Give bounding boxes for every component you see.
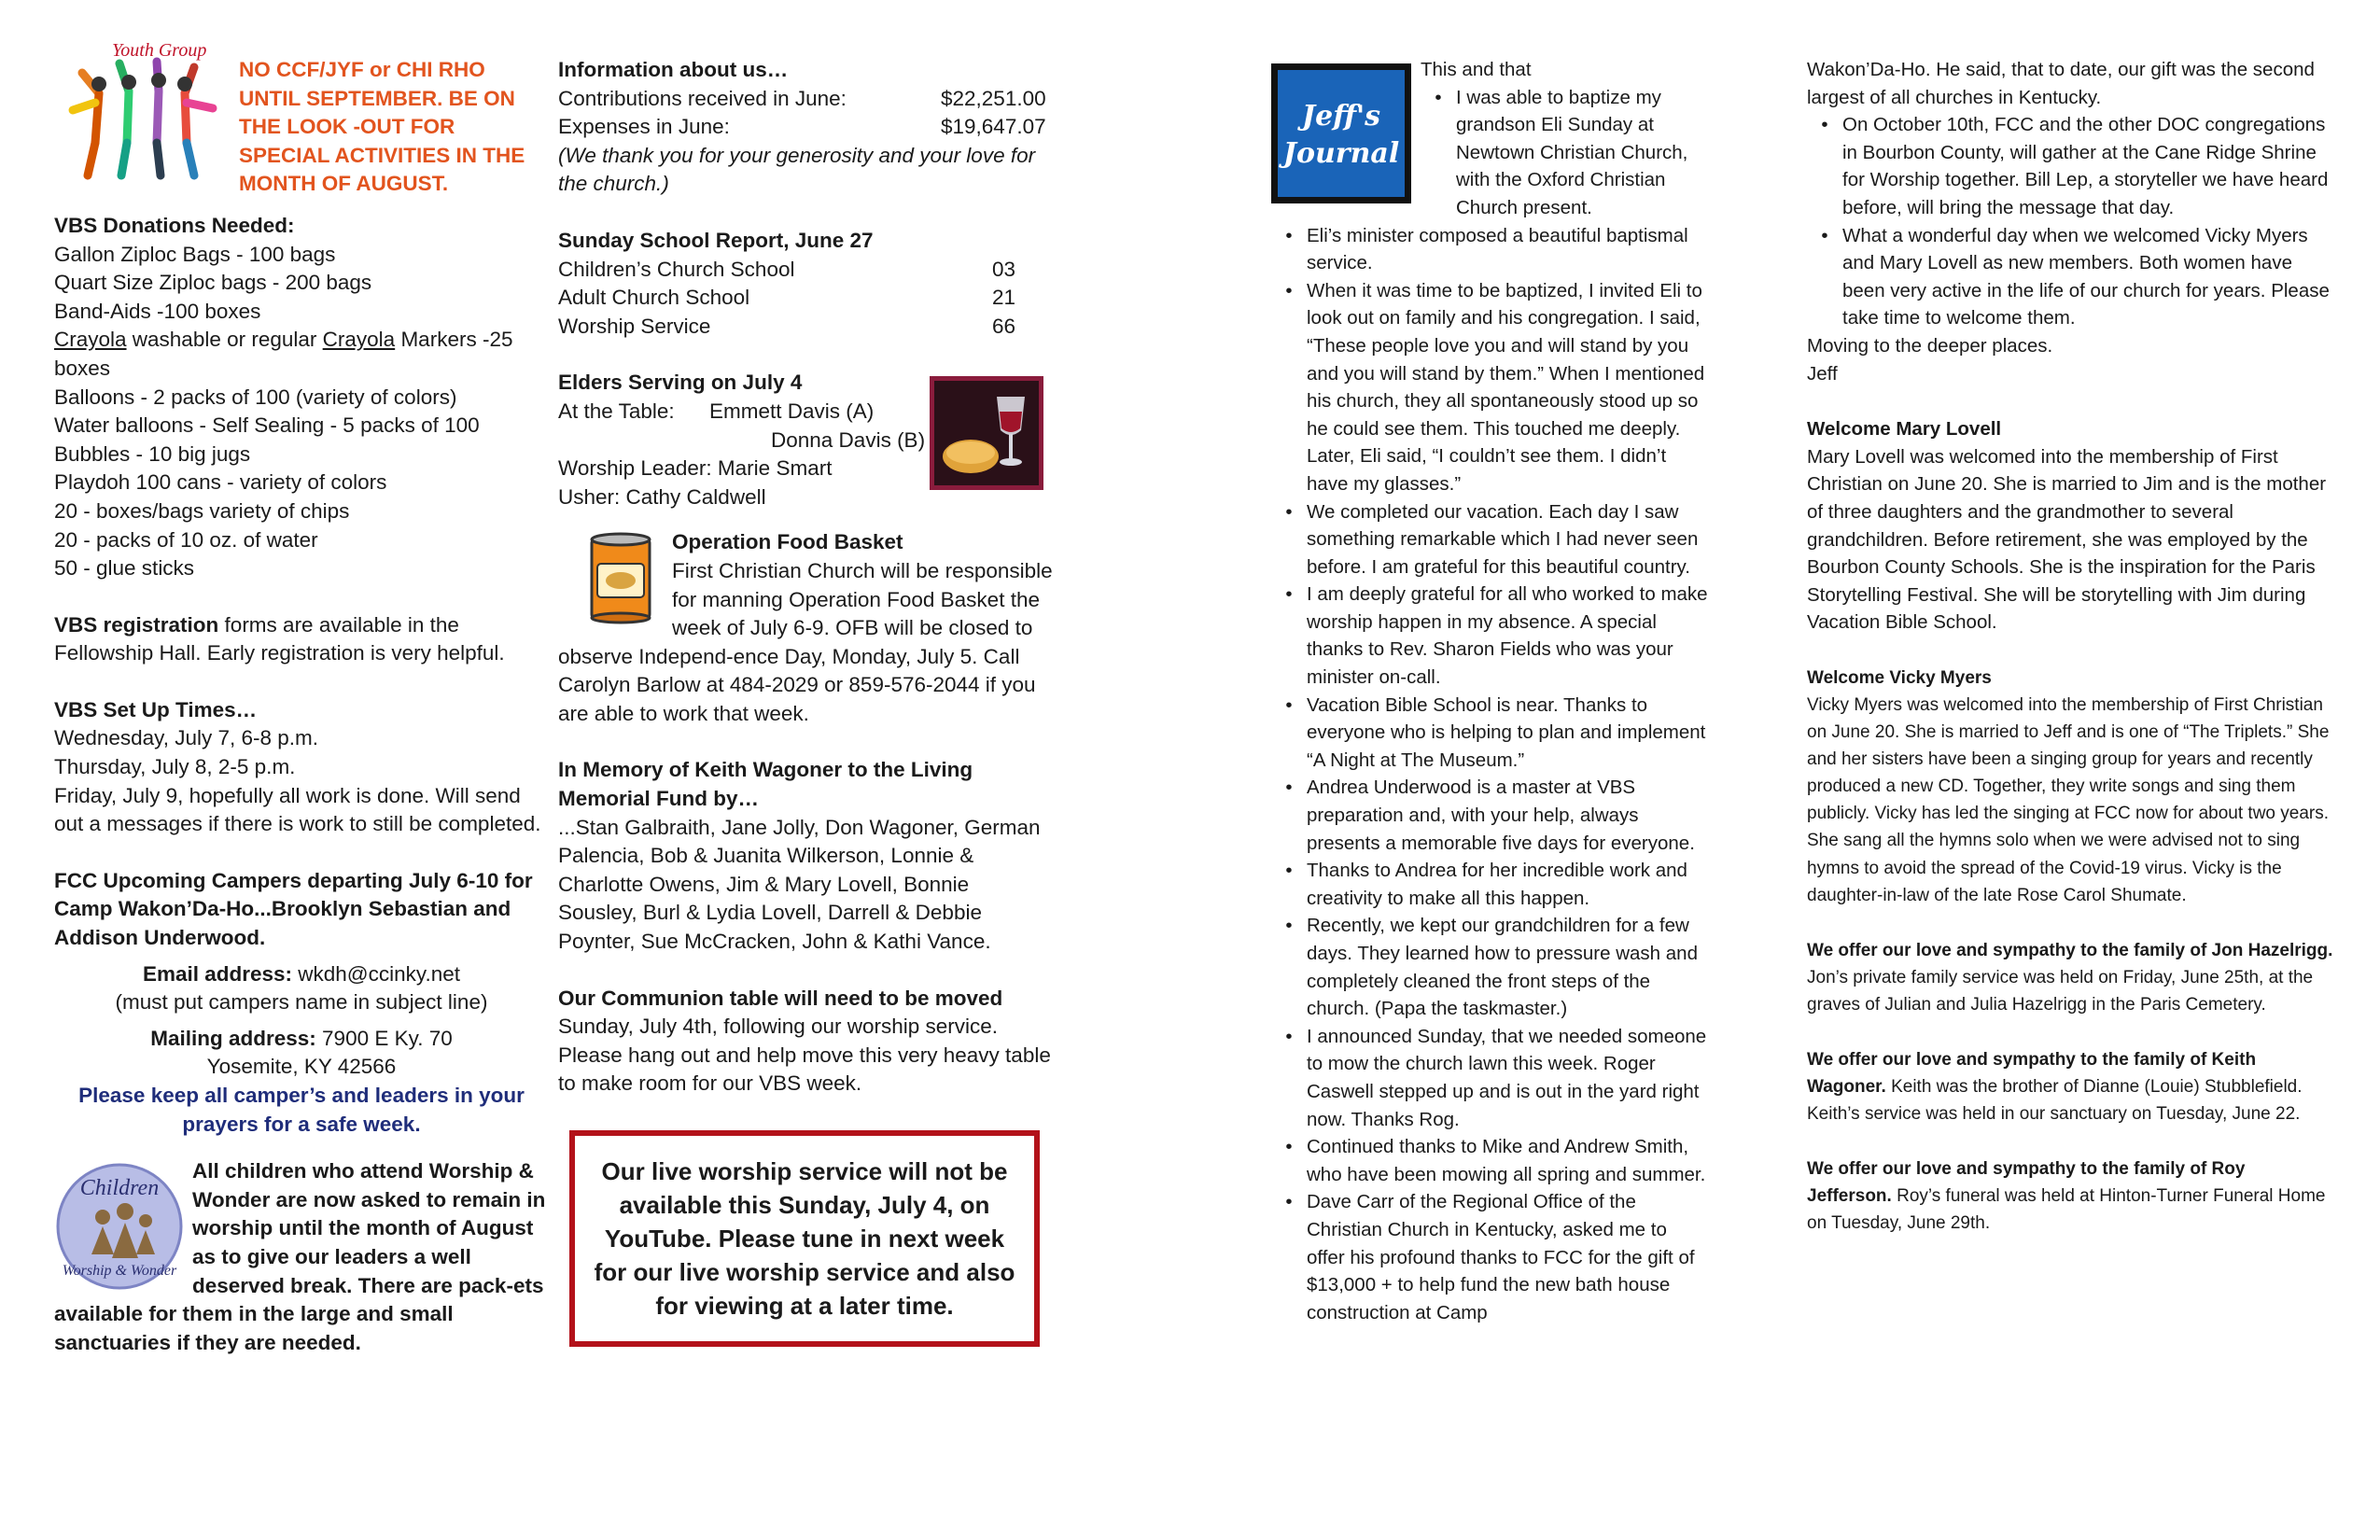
elders-row: [558, 427, 930, 455]
ss-value: 66: [991, 314, 1015, 338]
vbs-item: Balloons - 2 packs of 100 (variety of colors): [54, 385, 457, 409]
sympathy-2: [1807, 1046, 2334, 1127]
vbs-item: Water balloons - Self Sealing - 5 packs of 100: [54, 413, 480, 438]
sunday-school-row: [558, 256, 1053, 285]
usher: Usher: Cathy Caldwell: [558, 484, 766, 509]
journal-bullet: • When it was time to be baptized, I invited Eli to look out on family and his congregation. I said, “These people love you and will stand by you and you will stand by them.” When I mentioned his church, they all spontaneously stood up so he could see them. This touched me deeply. Later, Eli said, “I couldn’t see them. I didn’t have my glasses.”: [1285, 279, 1705, 495]
journal-bullet: • I was able to baptize my grandson Eli Sunday at Newtown Christian Church, with the Oxford Christian Church present.: [1435, 86, 1688, 218]
vbs-item-crayola: [54, 326, 549, 383]
youth-group-people-icon: [54, 35, 231, 185]
setup-line: Thursday, July 8, 2-5 p.m.: [54, 755, 296, 779]
journal-intro: This and that: [1421, 59, 1532, 80]
email-address: [54, 960, 549, 989]
worship-wonder-logo-bottom: Worship & Wonder: [62, 1263, 177, 1280]
contributions-value: $22,251.00: [941, 86, 1046, 110]
memory-text: ...Stan Galbraith, Jane Jolly, Don Wagoner, German Palencia, Bob & Juanita Wilkerson, Lonnie & Charlotte Owens, Jim & Mary Lovell, Bonnie Sousley, Burl & Lydia Lovell, Darrell & Debbie Poynter, Sue McCracken, John & Kathi Vance.: [558, 815, 1041, 954]
food-can-image: [588, 532, 653, 625]
vicky-heading: Welcome Vicky Myers: [1807, 667, 1992, 688]
contributions-label: Contributions received in June:: [558, 86, 847, 110]
sympathy-3-text: Roy’s funeral was held at Hinton-Turner Funeral Home on Tuesday, June 29th.: [1807, 1186, 2326, 1234]
ss-label: Children’s Church School: [558, 257, 795, 281]
email-value: wkdh@ccinky.net: [292, 961, 461, 986]
table-label: At the Table:: [558, 399, 675, 423]
thanks-note: (We thank you for your generosity and your love for the church.): [558, 143, 1036, 196]
sympathy-3-bold: We offer our love and sympathy to the family of Roy Jefferson.: [1807, 1159, 2246, 1207]
worship-leader: Worship Leader: Marie Smart: [558, 456, 833, 481]
vbs-item: Bubbles - 10 big jugs: [54, 441, 251, 466]
ofb-text: First Christian Church will be responsible for manning Operation Food Basket the week of July 6-9. OFB will be closed to observe Independ-ence Day, Monday, July 5. Call Carolyn Barlow at 484-2029 or 859-576-2044 if you are able to work that week.: [558, 558, 1053, 725]
sunday-school-row: [558, 313, 1053, 342]
ofb-heading: Operation Food Basket: [672, 530, 903, 554]
column-1: [54, 40, 549, 1357]
vbs-item: Gallon Ziploc Bags - 100 bags: [54, 242, 336, 266]
mailing-label: Mailing address:: [150, 1026, 316, 1050]
communion-heading: Our Communion table will need to be moved: [558, 986, 1003, 1010]
vbs-item: Quart Size Ziploc bags - 200 bags: [54, 271, 372, 295]
expenses-row: [558, 113, 1053, 142]
communion-image: [930, 376, 1043, 490]
journal-bullet: • Thanks to Andrea for her incredible work and creativity to make all this happen.: [1285, 860, 1687, 909]
sympathy-2-bold: We offer our love and sympathy to the family of Keith Wagoner.: [1807, 1050, 2257, 1098]
expenses-value: $19,647.07: [941, 115, 1046, 139]
sympathy-1-text: Jon’s private family service was held on Friday, June 25th, at the graves of Julian and Julia Hazelrigg in the Paris Cemetery.: [1807, 967, 2314, 1015]
journal-bullet: • Andrea Underwood is a master at VBS preparation and, with your help, always presents a memorable five days for everyone.: [1285, 777, 1695, 854]
crayola-brand: Crayola: [322, 328, 396, 352]
communion-text: Sunday, July 4th, following our worship service. Please hang out and help move this very heavy table to make room for our VBS week.: [558, 1015, 1051, 1096]
journal-bullet: • Dave Carr of the Regional Office of the Christian Church in Kentucky, asked me to offer his profound thanks to FCC for the gift of $13,000 + to help fund the new bath house construction at Camp: [1285, 1191, 1695, 1323]
sunday-school-row: [558, 284, 1053, 313]
vbs-donations-heading: VBS Donations Needed:: [54, 213, 295, 237]
sympathy-3: [1807, 1155, 2334, 1237]
journal-bullet: • I am deeply grateful for all who worked to make worship happen in my absence. A special thanks to Rev. Sharon Fields who was your minister on-call.: [1285, 583, 1708, 689]
journal-badge-icon: [1271, 63, 1411, 203]
vbs-item: Band-Aids -100 boxes: [54, 299, 261, 323]
mailing-value: 7900 E Ky. 70: [315, 1026, 453, 1050]
journal-bullet: • Recently, we kept our grandchildren for a few days. They learned how to pressure wash and completely cleaned the front steps of the church. (Papa the taskmaster.): [1285, 915, 1698, 1020]
ss-label: Worship Service: [558, 314, 711, 338]
worship-wonder-text: All children who attend Worship & Wonder are now asked to remain in worship until the month of August as to give our leaders a well deserved break. There are pack-ets available for them in the large and small sanctuaries if they are needed.: [54, 1159, 546, 1354]
sympathy-2-text: Keith was the brother of Dianne (Louie) Stubblefield. Keith’s service was held in our sanctuary on Tuesday, June 22.: [1807, 1077, 2303, 1125]
ss-value: 03: [991, 257, 1015, 281]
vbs-registration: [54, 611, 549, 668]
worship-wonder-logo: [54, 1161, 185, 1292]
email-label: Email address:: [142, 961, 293, 986]
mary-text: Mary Lovell was welcomed into the membership of First Christian on June 20. She is married to Jim and is the mother of three daughters and the grandmother to several grandchildren. Before retirement, she was employed by the Bourbon County Schools. She is the inspiration for the Paris Storytelling Festival. She will be storytelling with Jim during Vacation Bible School.: [1807, 445, 2327, 634]
journal-title-line1: Jeff's: [1301, 100, 1381, 133]
vbs-item: 20 - packs of 10 oz. of water: [54, 527, 318, 552]
column-2: [558, 56, 1053, 1347]
journal-bullet: • Continued thanks to Mike and Andrew Smith, who have been mowing all spring and summer.: [1285, 1136, 1706, 1185]
vicky-text: Vicky Myers was welcomed into the membership of First Christian on June 20. She is married to Jeff and is one of “The Triplets.” She and her sisters have been a singing group for years and recently produced a new CD. Together, they write songs and sing them publicly. Vicky has led the singing at FCC now for about two years. She sang all the hymns solo when we were advised not to sing hymns to avoid the spread of the Covid-19 virus. Vicky is the daughter-in-law of the late Rose Carol Shumate.: [1807, 694, 2330, 905]
journal-continued: Wakon’Da-Ho. He said, that to date, our gift was the second largest of all churches in Kentucky.: [1807, 59, 2315, 108]
vbs-item: 20 - boxes/bags variety of chips: [54, 498, 350, 523]
journal-bullet: • We completed our vacation. Each day I saw something remarkable which I had never seen before. I am grateful for this beautiful country.: [1285, 500, 1699, 578]
crayola-mid: washable or regular: [126, 328, 323, 352]
elder-name: Emmett Davis (A): [709, 399, 875, 423]
info-heading: Information about us…: [558, 58, 789, 81]
jeffs-journal-logo: [1271, 63, 1411, 203]
setup-line: Wednesday, July 7, 6-8 p.m.: [54, 726, 319, 750]
mailing-city: Yosemite, KY 42566: [206, 1055, 397, 1079]
sunday-school-heading: Sunday School Report, June 27: [558, 228, 874, 252]
contributions-row: [558, 85, 1053, 114]
journal-bullet: • What a wonderful day when we welcomed Vicky Myers and Mary Lovell as new members. Both women have been very active in the life of our church for years. Please take time to welcome them.: [1821, 224, 2330, 329]
journal-bullet: • Eli’s minister composed a beautiful baptismal service.: [1285, 224, 1688, 274]
journal-bullet: • I announced Sunday, that we needed someone to mow the church lawn this week. Roger Caswell stepped up and is out in the yard right now. Thanks Rog.: [1285, 1025, 1707, 1130]
vbs-item: Playdoh 100 cans - variety of colors: [54, 470, 387, 495]
elder-name: Donna Davis (B): [771, 427, 926, 452]
crayola-end: Markers -25 boxes: [54, 328, 513, 380]
crayola-brand: Crayola: [54, 328, 127, 352]
journal-bullet: • On October 10th, FCC and the other DOC congregations in Bourbon County, will gather at the Cane Ridge Shrine for Worship together. Bill Lep, a storyteller we have heard before, will bring the message that day.: [1821, 114, 2329, 218]
setup-line: Friday, July 9, hopefully all work is done. Will send out a messages if there is work to still be completed.: [54, 783, 541, 836]
memory-heading: In Memory of Keith Wagoner to the Living Memorial Fund by…: [558, 758, 973, 811]
elders-row: [558, 398, 930, 427]
ss-value: 21: [991, 286, 1015, 310]
vbs-setup-heading: VBS Set Up Times…: [54, 697, 258, 721]
journal-title-line2: Journal: [1282, 137, 1400, 170]
vbs-item: 50 - glue sticks: [54, 556, 195, 581]
food-can-icon: [588, 532, 653, 625]
email-note: (must put campers name in subject line): [115, 990, 488, 1015]
column-3: [1271, 56, 1710, 1326]
youth-notice: NO CCF/JYF or CHI RHO UNTIL SEPTEMBER. BE ON THE LOOK -OUT FOR SPECIAL ACTIVITIES IN THE MONTH OF AUGUST.: [239, 58, 525, 196]
vbs-registration-bold: VBS registration: [54, 612, 219, 637]
journal-signature: Jeff: [1807, 362, 1838, 385]
mary-heading: Welcome Mary Lovell: [1807, 418, 2002, 441]
prayer-request: Please keep all camper’s and leaders in your prayers for a safe week.: [78, 1084, 525, 1136]
youtube-notice-box: Our live worship service will not be available this Sunday, July 4, on YouTube. Please tune in next week for our live worship service and also for viewing at a later time.: [569, 1130, 1040, 1347]
worship-wonder-icon: [54, 1161, 185, 1292]
elders-heading: Elders Serving on July 4: [558, 371, 803, 395]
journal-closing: Moving to the deeper places.: [1807, 334, 2053, 357]
bread-wine-icon: [930, 376, 1043, 490]
worship-wonder-logo-top: Children: [79, 1176, 160, 1201]
journal-bullet: • Vacation Bible School is near. Thanks to everyone who is helping to plan and implement “A Night at The Museum.”: [1285, 693, 1706, 771]
vbs-registration-text: forms are available in the Fellowship Hall. Early registration is very helpful.: [54, 612, 505, 665]
ss-label: Adult Church School: [558, 286, 750, 310]
column-4: [1807, 56, 2334, 1238]
sympathy-1: [1807, 937, 2334, 1018]
vicky-section: [1807, 665, 2334, 1238]
mailing-address: [54, 1025, 549, 1054]
campers-heading: FCC Upcoming Campers departing July 6-10 for Camp Wakon’Da-Ho...Brooklyn Sebastian and Addison Underwood.: [54, 868, 533, 950]
sympathy-1-bold: We offer our love and sympathy to the family of Jon Hazelrigg.: [1807, 940, 2333, 960]
youth-group-logo: [54, 35, 231, 185]
expenses-label: Expenses in June:: [558, 115, 730, 139]
youth-group-logo-text: Youth Group: [112, 40, 207, 61]
